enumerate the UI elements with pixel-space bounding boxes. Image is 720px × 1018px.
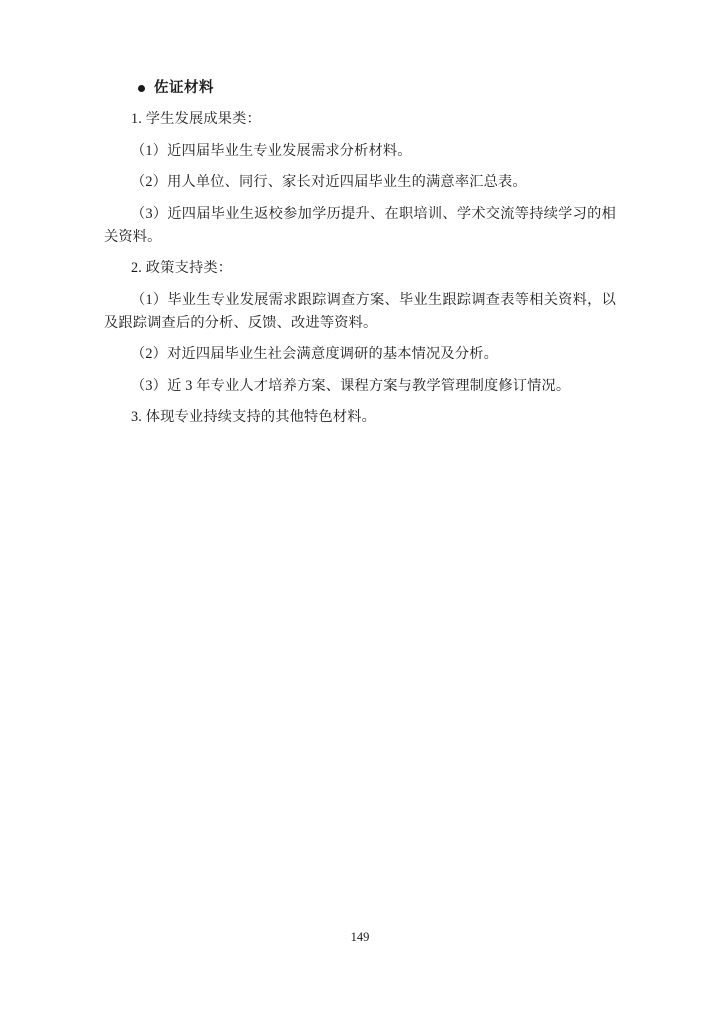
page-content — [104, 78, 616, 438]
paragraph-8: （3）近 3 年专业人才培养方案、课程方案与教学管理制度修订情况。 — [131, 377, 571, 394]
paragraph-2: （1）近四届毕业生专业发展需求分析材料。 — [131, 142, 412, 159]
section-heading-label: 佐证材料 — [154, 80, 214, 96]
paragraph-4: （3）近四届毕业生返校参加学历提升、在职培训、学术交流等持续学习的相关资料。 — [104, 205, 616, 245]
paragraph-5: 2. 政策支持类： — [131, 260, 233, 277]
paragraph-1: 1. 学生发展成果类： — [131, 111, 261, 128]
paragraph-6: （1）毕业生专业发展需求跟踪调查方案、毕业生跟踪调查表等相关资料，以及跟踪调查后的分析、反馈、改进等资料。 — [104, 291, 616, 331]
page-number: 149 — [350, 930, 370, 944]
paragraph-9: 3. 体现专业持续支持的其他特色材料。 — [131, 409, 376, 426]
paragraph-3: （2）用人单位、同行、家长对近四届毕业生的满意率汇总表。 — [131, 174, 527, 191]
paragraph-7: （2）对近四届毕业生社会满意度调研的基本情况及分析。 — [131, 346, 498, 363]
section-heading — [104, 78, 616, 98]
filled-circle-bullet-icon — [138, 85, 145, 92]
